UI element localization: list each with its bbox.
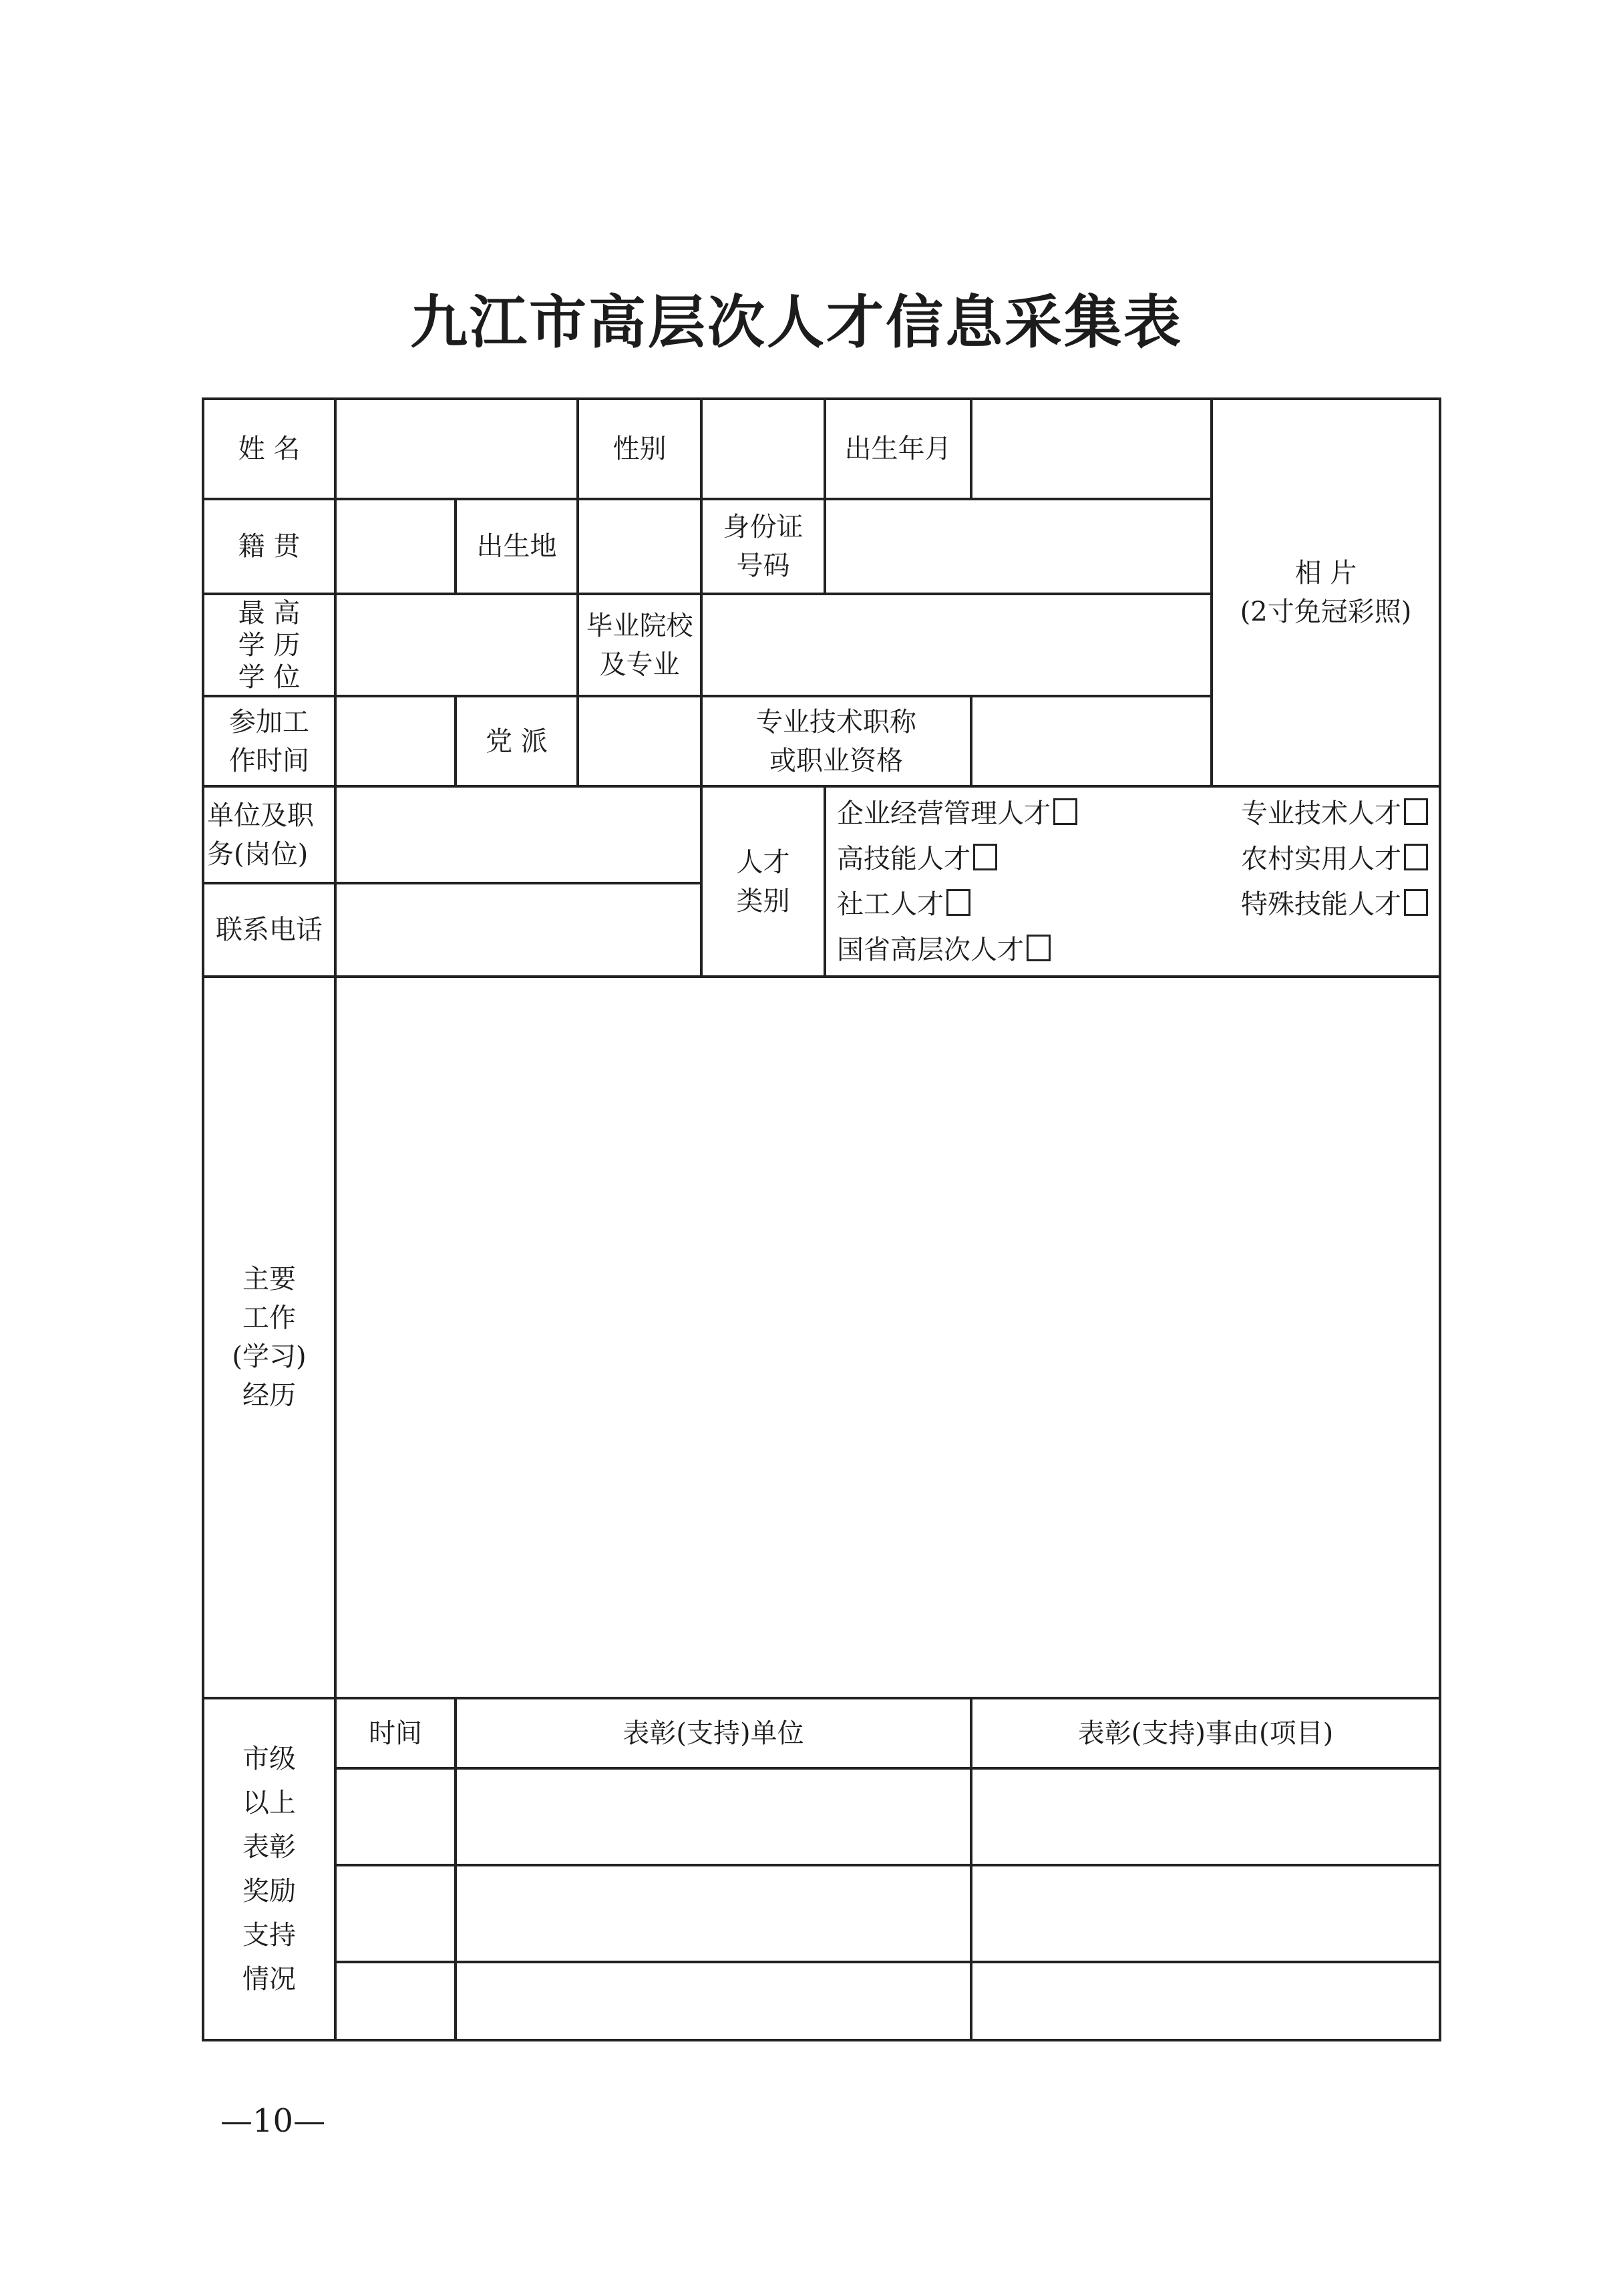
native-label: 籍 贯 <box>203 499 335 594</box>
checkbox-icon[interactable] <box>1404 844 1428 870</box>
birthplace-label: 出生地 <box>456 499 578 594</box>
awards-header-time: 时间 <box>335 1698 456 1768</box>
birth-label: 出生年月 <box>825 399 971 499</box>
phone-field[interactable] <box>335 883 701 977</box>
talent-category-row <box>837 927 1428 973</box>
talent-category-label: 社工人才 <box>837 888 944 920</box>
birthplace-field[interactable] <box>578 499 701 594</box>
worktime-label: 参加工 作时间 <box>203 696 335 786</box>
talent-category-label: 专业技术人才 <box>1241 798 1402 829</box>
talent-category-option[interactable] <box>1241 885 1428 924</box>
checkbox-icon[interactable] <box>973 844 997 870</box>
party-field[interactable] <box>578 696 701 786</box>
name-label: 姓 名 <box>203 399 335 499</box>
gender-field[interactable] <box>701 399 825 499</box>
talent-category-option[interactable] <box>837 794 1077 833</box>
page-number: —10— <box>220 2102 326 2140</box>
form-title: 九江市高层次人才信息采集表 <box>410 289 1183 356</box>
idcard-field[interactable] <box>825 499 1212 594</box>
school-field[interactable] <box>701 594 1212 696</box>
talent-category-row <box>837 836 1428 882</box>
award-reason-field[interactable] <box>971 1768 1440 1865</box>
native-field[interactable] <box>335 499 456 594</box>
unit-label: 单位及职 务(岗位) <box>203 786 335 883</box>
talent-category-row <box>837 882 1428 927</box>
name-field[interactable] <box>335 399 578 499</box>
talent-category-option[interactable] <box>1241 840 1428 878</box>
award-reason-field[interactable] <box>971 1962 1440 2040</box>
award-reason-field[interactable] <box>971 1865 1440 1962</box>
talent-category-label: 国省高层次人才 <box>837 934 1024 965</box>
phone-label: 联系电话 <box>203 883 335 977</box>
talent-category-row <box>837 791 1428 836</box>
unit-field[interactable] <box>335 786 701 883</box>
photo-note: (2寸免冠彩照) <box>1240 597 1412 627</box>
awards-header-reason: 表彰(支持)事由(项目) <box>971 1698 1440 1768</box>
idcard-label: 身份证 号码 <box>701 499 825 594</box>
award-time-field[interactable] <box>335 1768 456 1865</box>
checkbox-icon[interactable] <box>1053 798 1077 825</box>
experience-label: 主要 工作 (学习) 经历 <box>203 977 335 1698</box>
checkbox-icon[interactable] <box>1404 798 1428 825</box>
photo-box[interactable] <box>1212 399 1440 786</box>
talent-category-label: 农村实用人才 <box>1241 843 1402 874</box>
experience-field[interactable] <box>335 977 1440 1698</box>
award-unit-field[interactable] <box>456 1865 971 1962</box>
talent-category-option[interactable] <box>1241 794 1428 833</box>
talent-category-option[interactable] <box>837 931 1051 969</box>
birth-field[interactable] <box>971 399 1212 499</box>
award-time-field[interactable] <box>335 1865 456 1962</box>
checkbox-icon[interactable] <box>1404 889 1428 916</box>
talent-category-options <box>825 786 1440 977</box>
talent-category-option[interactable] <box>837 840 997 878</box>
school-label: 毕业院校 及专业 <box>578 594 701 696</box>
checkbox-icon[interactable] <box>1027 935 1051 961</box>
award-unit-field[interactable] <box>456 1768 971 1865</box>
talent-category-option[interactable] <box>837 885 970 924</box>
talent-category-label: 高技能人才 <box>837 843 970 874</box>
education-field[interactable] <box>335 594 578 696</box>
talent-type-label: 人才 类别 <box>701 786 825 977</box>
title-field[interactable] <box>971 696 1212 786</box>
award-time-field[interactable] <box>335 1962 456 2040</box>
checkbox-icon[interactable] <box>946 889 970 916</box>
party-label: 党 派 <box>456 696 578 786</box>
info-form-table <box>202 397 1441 2041</box>
title-label: 专业技术职称 或职业资格 <box>701 696 971 786</box>
awards-label: 市级 以上 表彰 奖励 支持 情况 <box>203 1698 335 2040</box>
photo-label: 相 片 <box>1294 558 1357 589</box>
awards-header-unit: 表彰(支持)单位 <box>456 1698 971 1768</box>
talent-category-label: 特殊技能人才 <box>1241 888 1402 920</box>
award-unit-field[interactable] <box>456 1962 971 2040</box>
education-label: 最 高 学 历 学 位 <box>203 594 335 696</box>
worktime-field[interactable] <box>335 696 456 786</box>
gender-label: 性别 <box>578 399 701 499</box>
talent-category-label: 企业经营管理人才 <box>837 798 1051 829</box>
